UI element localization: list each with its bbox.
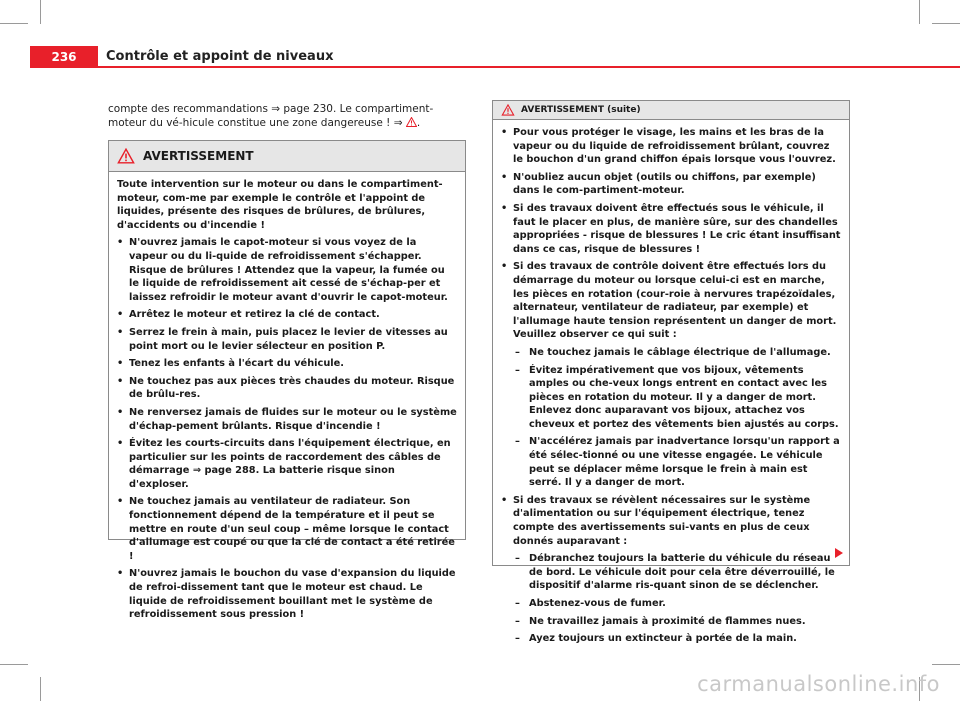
crop-mark (0, 23, 28, 24)
page-number: 236 (30, 46, 98, 68)
list-item: • Si des travaux se révèlent nécessaires sur le système d'alimentation ou sur l'équipement électrique, tenez compte des avertissements sui-vants en plus de ceux donnés auparavant : (501, 494, 811, 547)
warning-icon (406, 117, 417, 127)
warning-icon (117, 148, 135, 164)
list-item: • Serrez le frein à main, puis placez le levier de vitesses au point mort ou le levier sélecteur en position P. (117, 326, 448, 352)
intro-paragraph (108, 102, 466, 130)
intro-text: compte des recommandations ⇒ page 230. Le compartiment-moteur du vé-hicule constitue une zone dangereuse ! ⇒ (108, 103, 434, 129)
crop-mark (932, 664, 960, 665)
list-item: • Tenez les enfants à l'écart du véhicule. (117, 358, 345, 370)
list-item: • Évitez les courts-circuits dans l'équipement électrique, en particulier sur les points de raccordement des câbles de démarrage ⇒ page 288. La batterie risque sinon d'exploser. (117, 438, 451, 490)
sub-item: – N'accélérez jamais par inadvertance lorsqu'un rapport a été sélec-tionné ou une vitesse engagée. Le véhicule peut se déplacer même lorsque le frein à main est serré. Il y a danger de mort. (515, 436, 840, 489)
warning-continued-header (493, 101, 849, 120)
warning-title: AVERTISSEMENT (143, 149, 254, 163)
warning-continued-title: AVERTISSEMENT (suite) (521, 105, 641, 115)
sub-item: – Abstenez-vous de fumer. (515, 598, 666, 609)
list-item: • Ne renversez jamais de fluides sur le moteur ou le système d'échap-pement brûlants. Risque d'incendie ! (117, 406, 457, 432)
crop-mark (40, 0, 41, 24)
warning-box-continued (492, 100, 850, 645)
list-item: • Ne touchez pas aux pièces très chaudes du moteur. Risque de brûlu-res. (117, 375, 455, 401)
list-item: • N'oubliez aucun objet (outils ou chiffons, par exemple) dans le com-partiment-moteur. (501, 171, 816, 197)
list-item: • Ne touchez jamais au ventilateur de radiateur. Son fonctionnement dépend de la température et il peut se mettre en route d'un seul coup – même lorsque le contact d'allumage est coupé ou que la clé de contact a été retirée ! (117, 496, 455, 562)
crop-mark (919, 0, 920, 24)
warning-body (109, 172, 465, 630)
list-item: • Si des travaux doivent être effectués sous le véhicule, il faut le placer en plus, de manière sûre, sur des chandelles appropriées - risque de blessures ! Le cric étant insuffisant dans ce cas, risque de blessures ! (501, 202, 841, 255)
warning-intro: Toute intervention sur le moteur ou dans le compartiment-moteur, com-me par exemple le contrôle et l'appoint de liquides, présente des risques de brûlures, de brûlures, d'accidents ou d'incendie ! (117, 179, 443, 231)
sub-item: – Ne touchez jamais le câblage électrique de l'allumage. (515, 346, 831, 358)
page-title: Contrôle et appoint de niveaux (106, 49, 334, 64)
crop-mark (0, 664, 28, 665)
watermark: carmanualsonline.info (697, 672, 940, 696)
warning-continued-body (493, 120, 849, 654)
sub-item: – Ayez toujours un extincteur à portée de la main. (515, 633, 797, 645)
intro-end: . (416, 117, 421, 129)
warning-box (108, 140, 466, 621)
sub-item: – Évitez impérativement que vos bijoux, vêtements amples ou che-veux longs entrent en contact avec les pièces en rotation du moteur. Il y a danger de mort. Enlevez donc auparavant vos bijoux, attachez vos cheveux et portez des vêtements bien ajustés au corps. (515, 364, 839, 430)
warning-icon (501, 104, 515, 116)
list-item: • N'ouvrez jamais le capot-moteur si vous voyez de la vapeur ou du li-quide de refroidissement s'échapper. Risque de brûlures ! Attendez que la vapeur, la fumée ou le liquide de refroidissement ait cessé de s'échap-per et laissez refroidir le moteur avant d'ouvrir le capot-moteur. (117, 237, 448, 303)
list-item: • Si des travaux de contrôle doivent être effectués lors du démarrage du moteur ou lorsque celui-ci est en marche, les pièces en rotation (cour-roie à nervures trapézoïdales, alternateur, ventilateur de radiateur, par exemple) et l'allumage haute tension représentent un danger de mort. Veuillez observer ce qui suit : (501, 261, 837, 341)
list-item: • N'ouvrez jamais le bouchon du vase d'expansion du liquide de refroi-dissement tant que le moteur est chaud. Le liquide de refroidissement bouillant met le système de refroidissement sous pression ! (117, 568, 456, 621)
list-item: • Arrêtez le moteur et retirez la clé de contact. (117, 309, 380, 321)
sub-item: – Débranchez toujours la batterie du véhicule du réseau de bord. Le véhicule doit pour cela être déverrouillé, le dispositif d'alarme ris-quant sinon de se déclencher. (515, 553, 835, 592)
crop-mark (932, 23, 960, 24)
header-rule (98, 66, 960, 68)
crop-mark (40, 677, 41, 701)
sub-item: – Ne travaillez jamais à proximité de flammes nues. (515, 615, 806, 627)
continue-arrow-icon (835, 548, 843, 558)
warning-header (109, 141, 465, 172)
list-item: • Pour vous protéger le visage, les mains et les bras de la vapeur ou du liquide de refroidissement brûlant, couvrez le bouchon d'un grand chiffon épais lorsque vous l'ouvrez. (501, 127, 836, 166)
